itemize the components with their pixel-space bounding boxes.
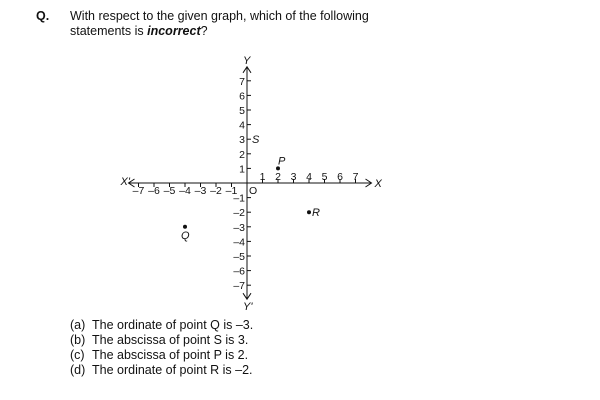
option-text: The abscissa of point P is 2. bbox=[92, 348, 249, 362]
axes bbox=[129, 67, 372, 299]
question-line-1: With respect to the given graph, which of the following bbox=[70, 9, 369, 23]
x-tick-label: –7 bbox=[132, 185, 145, 197]
y-tick-label: –7 bbox=[233, 280, 245, 293]
question-line-2-end: ? bbox=[200, 24, 208, 38]
x-tick-label: –3 bbox=[194, 185, 207, 197]
y-tick-label: –4 bbox=[233, 236, 245, 249]
option-c[interactable] bbox=[70, 348, 253, 363]
x-axis-label: X bbox=[374, 178, 382, 190]
y-tick-label: 7 bbox=[239, 75, 245, 88]
option-letter: (c) bbox=[70, 348, 85, 362]
y-tick-label: 5 bbox=[239, 105, 245, 117]
y-axis-label: Y bbox=[243, 54, 251, 67]
point-p-label: P bbox=[278, 155, 286, 168]
y-tick-label: 4 bbox=[239, 119, 245, 132]
question-number: Q. bbox=[36, 9, 50, 23]
option-letter: (a) bbox=[70, 318, 86, 332]
point-r-marker bbox=[307, 210, 311, 214]
x-tick-label: 2 bbox=[275, 171, 281, 183]
y-prime-axis-label: Y' bbox=[243, 301, 253, 314]
point-q-label: Q bbox=[181, 229, 190, 242]
x-tick-label: 7 bbox=[352, 171, 359, 183]
y-tick-label: –6 bbox=[233, 265, 245, 278]
option-letter: (d) bbox=[70, 363, 86, 377]
y-tick-label: 2 bbox=[239, 148, 245, 161]
x-tick-label: –1 bbox=[225, 185, 238, 197]
x-tick-label: 1 bbox=[259, 171, 266, 183]
question-emphasis: incorrect bbox=[147, 24, 201, 38]
x-tick-label: –4 bbox=[179, 185, 191, 197]
option-text: The ordinate of point Q is –3. bbox=[92, 318, 254, 332]
option-b[interactable] bbox=[70, 333, 253, 348]
option-letter: (b) bbox=[70, 333, 86, 347]
point-r-label: R bbox=[312, 207, 320, 220]
axis-labels bbox=[120, 55, 383, 313]
answer-options bbox=[70, 318, 253, 378]
y-tick-label: –5 bbox=[233, 251, 245, 263]
y-tick-label: –2 bbox=[233, 207, 245, 220]
ticks bbox=[133, 76, 359, 292]
y-tick-label: 6 bbox=[239, 90, 245, 103]
x-tick-label: –2 bbox=[210, 185, 222, 197]
option-d[interactable] bbox=[70, 363, 253, 378]
x-tick-label: 6 bbox=[337, 171, 343, 183]
x-tick-label: 5 bbox=[321, 171, 328, 183]
point-s-label: S bbox=[252, 134, 260, 147]
x-tick-label: 4 bbox=[306, 171, 312, 183]
x-prime-axis-label: X' bbox=[120, 176, 130, 188]
point-q-marker bbox=[183, 225, 187, 229]
x-tick-label: –6 bbox=[148, 185, 160, 197]
option-text: The ordinate of point R is –2. bbox=[92, 363, 253, 377]
y-tick-label: 3 bbox=[239, 134, 245, 147]
question-line-2-start: statements is bbox=[70, 24, 148, 38]
option-a[interactable] bbox=[70, 318, 253, 333]
x-tick-label: 3 bbox=[290, 171, 297, 183]
y-tick-label: 1 bbox=[239, 163, 245, 176]
y-tick-label: –3 bbox=[233, 221, 245, 234]
x-tick-label: –5 bbox=[163, 185, 176, 197]
origin-label: O bbox=[249, 185, 258, 197]
y-tick-label: –1 bbox=[233, 192, 245, 205]
option-text: The abscissa of point S is 3. bbox=[92, 333, 249, 347]
